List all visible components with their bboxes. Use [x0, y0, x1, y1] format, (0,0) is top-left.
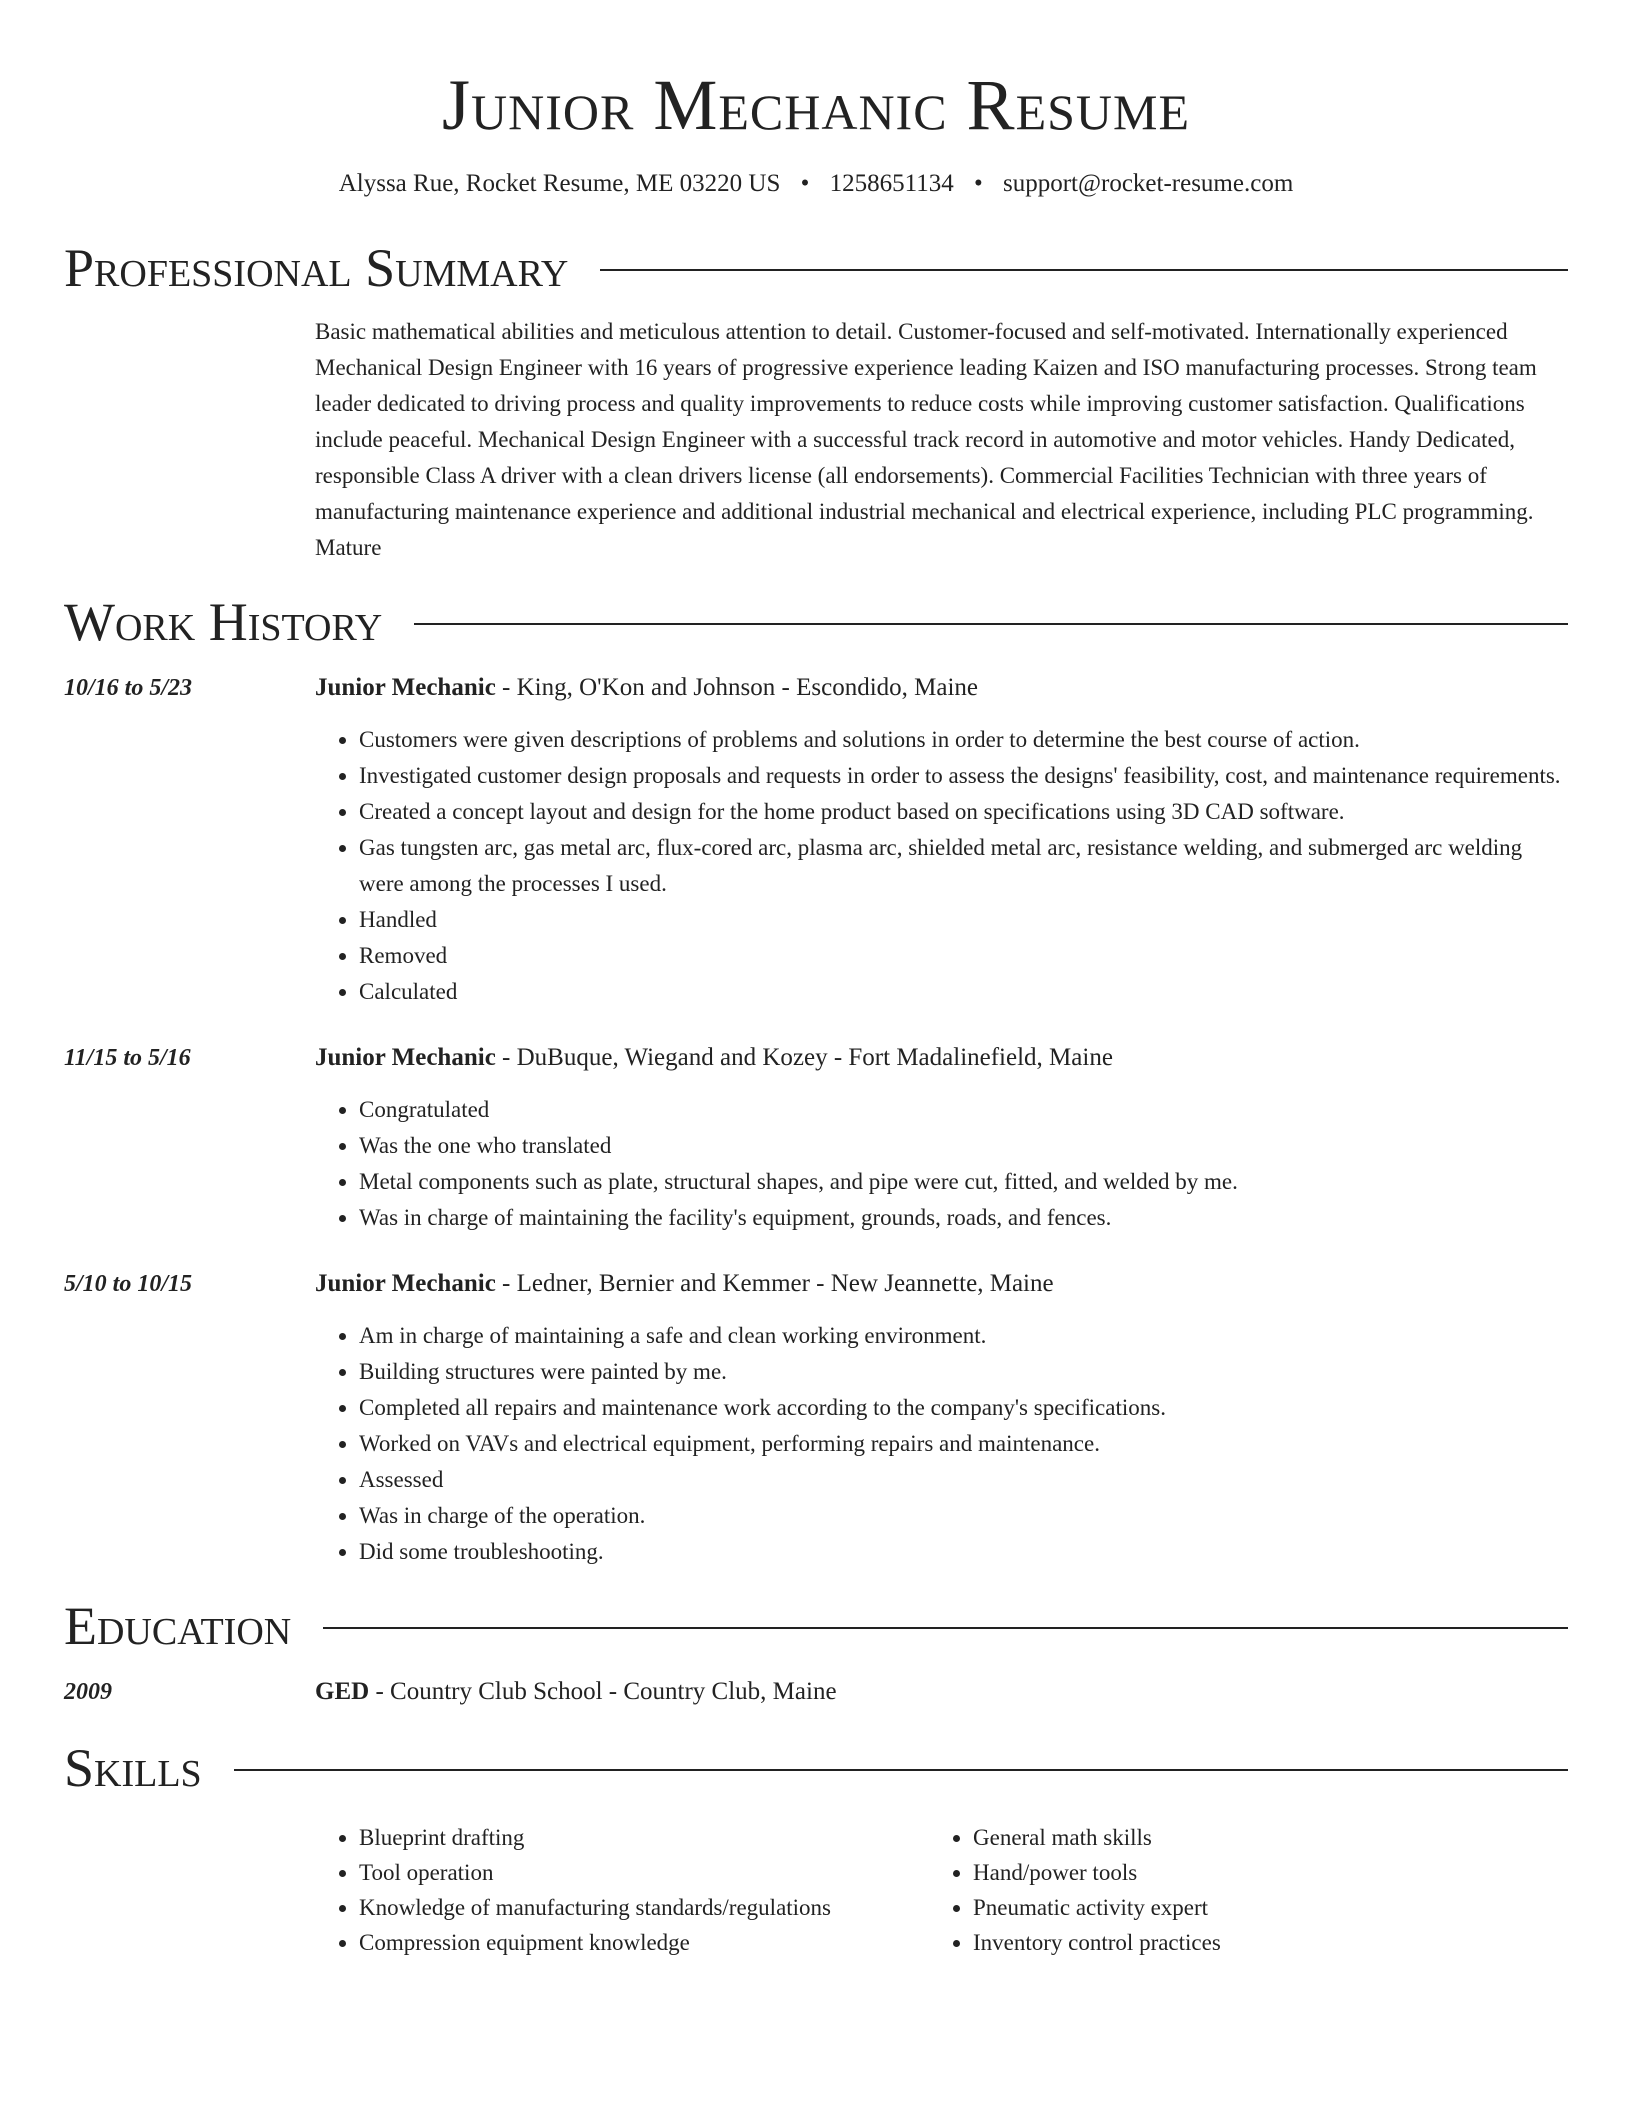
list-item: • Tool operation	[359, 1855, 929, 1890]
list-item: • General math skills	[973, 1820, 1543, 1855]
contact-separator: •	[973, 170, 983, 197]
education-body	[315, 1674, 1568, 1710]
list-item: • Created a concept layout and design for the home product based on specifications using 3D CAD software.	[359, 794, 1568, 830]
work-heading	[315, 670, 1568, 706]
section-title-skills: Skills	[64, 1738, 202, 1798]
list-item: • Congratulated	[359, 1092, 1568, 1128]
contact-separator: •	[800, 170, 810, 197]
section-title-work: Work History	[64, 592, 383, 652]
list-item: • Building structures were painted by me.	[359, 1354, 1568, 1390]
education-heading	[315, 1674, 1568, 1710]
section-header-work	[64, 592, 1568, 652]
section-header-skills	[64, 1738, 1568, 1798]
work-role: Junior Mechanic	[315, 1044, 496, 1071]
work-entry	[64, 670, 1568, 1010]
work-role: Junior Mechanic	[315, 674, 496, 701]
list-item: • Was the one who translated	[359, 1128, 1568, 1164]
section-title-summary: Professional Summary	[64, 238, 569, 298]
section-header-education	[64, 1596, 1568, 1656]
section-divider	[234, 1769, 1568, 1771]
work-bullets	[315, 1318, 1568, 1570]
list-item: • Pneumatic activity expert	[973, 1890, 1543, 1925]
list-item: • Inventory control practices	[973, 1925, 1543, 1960]
contact-address: Alyssa Rue, Rocket Resume, ME 03220 US	[338, 170, 781, 197]
work-bullets	[315, 1092, 1568, 1236]
education-year: 2009	[64, 1679, 112, 1705]
work-employer: - King, O'Kon and Johnson - Escondido, Maine	[495, 674, 979, 701]
list-item: • Am in charge of maintaining a safe and clean working environment.	[359, 1318, 1568, 1354]
work-dates: 5/10 to 10/15	[64, 1271, 193, 1297]
education-degree: GED	[315, 1678, 370, 1705]
section-title-education: Education	[64, 1596, 292, 1656]
education-entry	[64, 1674, 1568, 1710]
section-divider	[414, 623, 1568, 625]
work-dates: 11/15 to 5/16	[64, 1045, 191, 1071]
page-title: Junior Mechanic Resume	[441, 65, 1191, 145]
skills-column-right	[929, 1820, 1543, 1960]
work-body	[315, 1040, 1568, 1236]
skills-column-left	[315, 1820, 929, 1960]
contact-line	[64, 168, 1568, 200]
list-item: • Gas tungsten arc, gas metal arc, flux-cored arc, plasma arc, shielded metal arc, resistance welding, and submerged arc welding were among the processes I used.	[359, 830, 1568, 902]
list-item: • Assessed	[359, 1462, 1568, 1498]
list-item: • Customers were given descriptions of problems and solutions in order to determine the best course of action.	[359, 722, 1568, 758]
section-header-summary	[64, 238, 1568, 298]
work-heading	[315, 1040, 1568, 1076]
list-item: • Hand/power tools	[973, 1855, 1543, 1890]
work-heading	[315, 1266, 1568, 1302]
section-divider	[600, 269, 1568, 271]
list-item: • Completed all repairs and maintenance work according to the company's specifications.	[359, 1390, 1568, 1426]
list-item: • Did some troubleshooting.	[359, 1534, 1568, 1570]
work-entry	[64, 1266, 1568, 1570]
list-item: • Compression equipment knowledge	[359, 1925, 929, 1960]
contact-email: support@rocket-resume.com	[1002, 170, 1294, 197]
work-employer: - DuBuque, Wiegand and Kozey - Fort Madalinefield, Maine	[495, 1044, 1113, 1071]
list-item: • Worked on VAVs and electrical equipment, performing repairs and maintenance.	[359, 1426, 1568, 1462]
work-bullets	[315, 722, 1568, 1010]
list-item: • Investigated customer design proposals and requests in order to assess the designs' feasibility, cost, and maintenance requirements.	[359, 758, 1568, 794]
work-body	[315, 670, 1568, 1010]
list-item: • Calculated	[359, 974, 1568, 1010]
list-item: • Knowledge of manufacturing standards/regulations	[359, 1890, 929, 1925]
list-item: • Removed	[359, 938, 1568, 974]
skills-list	[315, 1820, 1568, 1960]
section-divider	[323, 1627, 1568, 1629]
list-item: • Metal components such as plate, structural shapes, and pipe were cut, fitted, and welded by me.	[359, 1164, 1568, 1200]
list-item: • Was in charge of the operation.	[359, 1498, 1568, 1534]
work-body	[315, 1266, 1568, 1570]
work-entry	[64, 1040, 1568, 1236]
list-item: • Handled	[359, 902, 1568, 938]
list-item: • Was in charge of maintaining the facility's equipment, grounds, roads, and fences.	[359, 1200, 1568, 1236]
summary-text: Basic mathematical abilities and meticulous attention to detail. Customer-focused and self-motivated. Internationally experienced Mechanical Design Engineer with 16 years of progressive experience leading Kaizen and ISO manufacturing processes. Strong team leader dedicated to driving process and quality improvements to reduce costs while improving customer satisfaction. Qualifications include peaceful. Mechanical Design Engineer with a successful track record in automotive and motor vehicles. Handy Dedicated, responsible Class A driver with a clean drivers license (all endorsements). Commercial Facilities Technician with three years of manufacturing maintenance experience and additional industrial mechanical and electrical experience, including PLC programming. Mature	[315, 319, 1537, 560]
education-school: - Country Club School - Country Club, Maine	[369, 1678, 837, 1705]
contact-phone: 1258651134	[829, 170, 954, 197]
work-role: Junior Mechanic	[315, 1270, 496, 1297]
work-dates: 10/16 to 5/23	[64, 675, 193, 701]
work-employer: - Ledner, Bernier and Kemmer - New Jeannette, Maine	[495, 1270, 1054, 1297]
list-item: • Blueprint drafting	[359, 1820, 929, 1855]
